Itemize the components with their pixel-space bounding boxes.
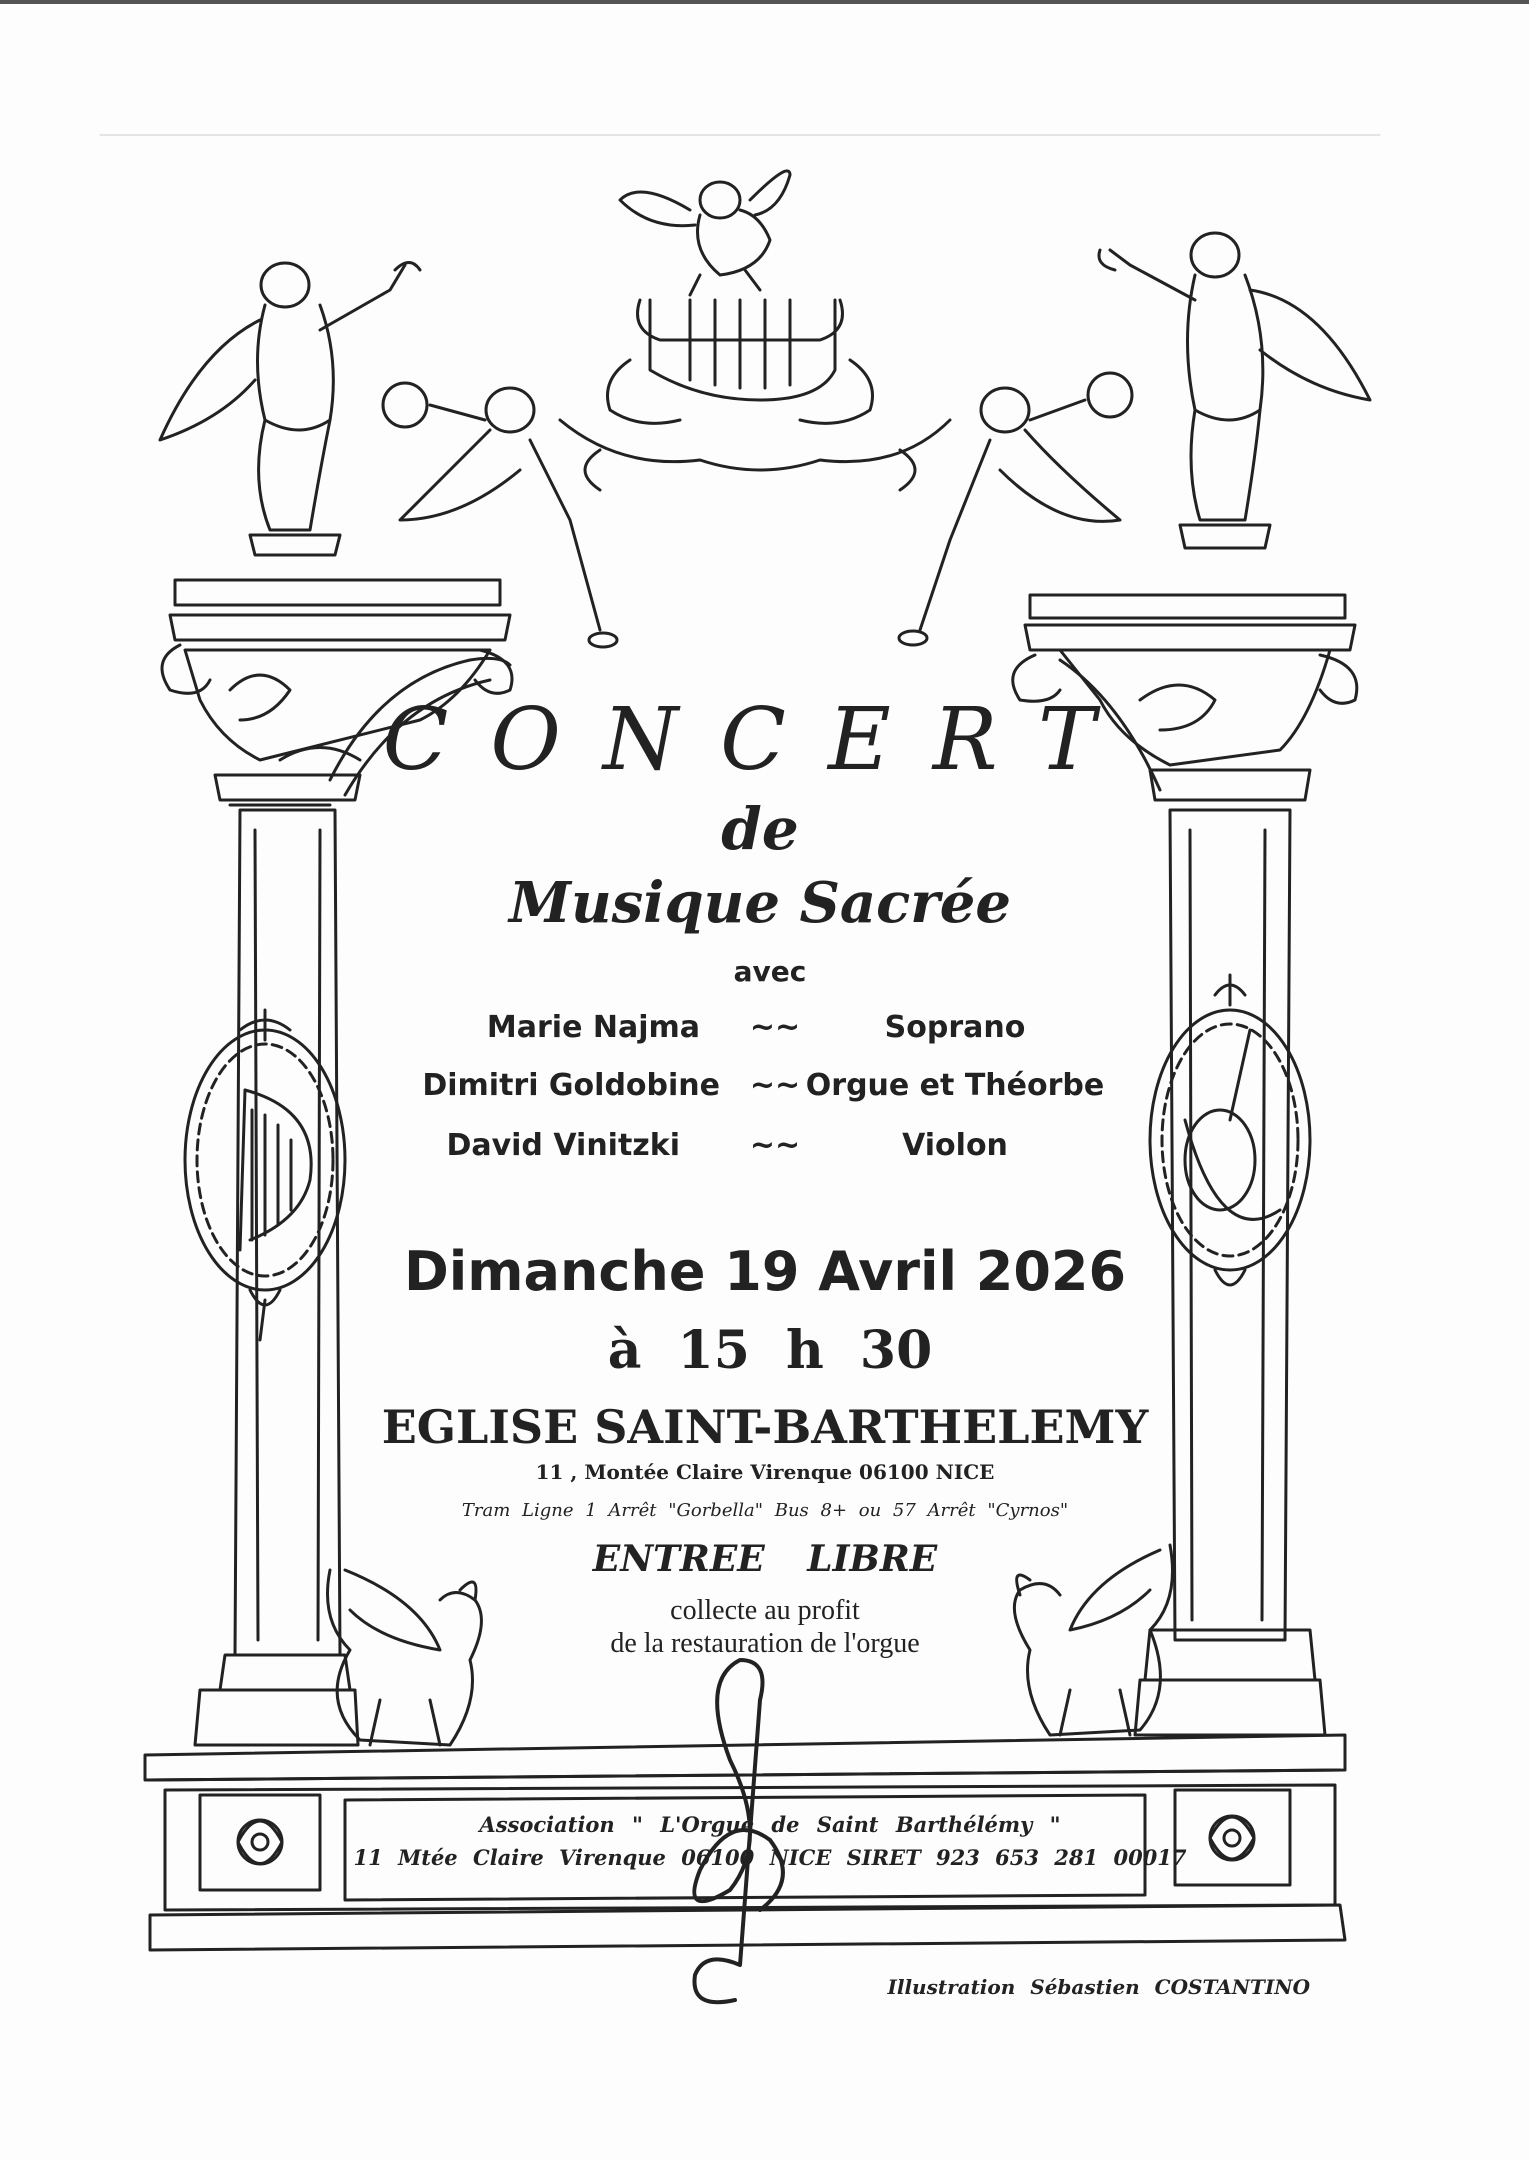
admission-label: ENTREE LIBRE <box>592 1538 938 1580</box>
angel-trumpeter-icon <box>160 263 420 556</box>
performer-separator: ~~ <box>749 1068 801 1103</box>
performer-name: Marie Najma <box>486 1010 700 1045</box>
performer-role: Violon <box>902 1128 1008 1163</box>
performer-separator: ~~ <box>749 1010 801 1045</box>
angel-trumpeter-icon <box>1099 233 1370 548</box>
avec-label: avec <box>733 955 807 988</box>
rose-ornament-icon <box>1210 1816 1254 1860</box>
rose-ornament-icon <box>238 1820 282 1864</box>
transport-info: Tram Ligne 1 Arrêt "Gorbella" Bus 8+ ou 57 Arrêt "Cyrnos" <box>461 1500 1069 1521</box>
concert-time: à 15 h 30 <box>607 1320 933 1381</box>
concert-title: CONCERT <box>382 690 1138 790</box>
concert-subtitle: Musique Sacrée <box>508 870 1012 936</box>
performer-name: David Vinitzki <box>446 1128 680 1163</box>
venue-address: 11 , Montée Claire Virenque 06100 NICE <box>535 1460 995 1484</box>
concert-title-de: de <box>721 795 799 863</box>
cherub-icon <box>899 373 1132 645</box>
griffin-icon <box>328 1570 482 1745</box>
concert-date: Dimanche 19 Avril 2026 <box>403 1240 1127 1303</box>
association-address: 11 Mtée Claire Virenque 06100 NICE SIRET 923 653 281 00017 <box>353 1845 1187 1870</box>
collection-note-line2: de la restauration de l'orgue <box>610 1628 920 1659</box>
performer-separator: ~~ <box>749 1128 801 1163</box>
venue-name: EGLISE SAINT-BARTHELEMY <box>381 1400 1149 1454</box>
performer-role: Soprano <box>884 1010 1026 1045</box>
collection-note-line1: collecte au profit <box>670 1595 860 1626</box>
cherub-icon <box>620 171 790 295</box>
illustration-credit: Illustration Sébastien COSTANTINO <box>887 1975 1310 1999</box>
association-name: Association " L'Orgue de Saint Barthélémy " <box>479 1812 1061 1837</box>
organ-icon <box>560 300 950 490</box>
performer-role: Orgue et Théorbe <box>805 1068 1105 1103</box>
performer-name: Dimitri Goldobine <box>422 1068 720 1103</box>
cherub-icon <box>383 383 617 647</box>
harp-medallion-icon <box>185 1010 345 1340</box>
